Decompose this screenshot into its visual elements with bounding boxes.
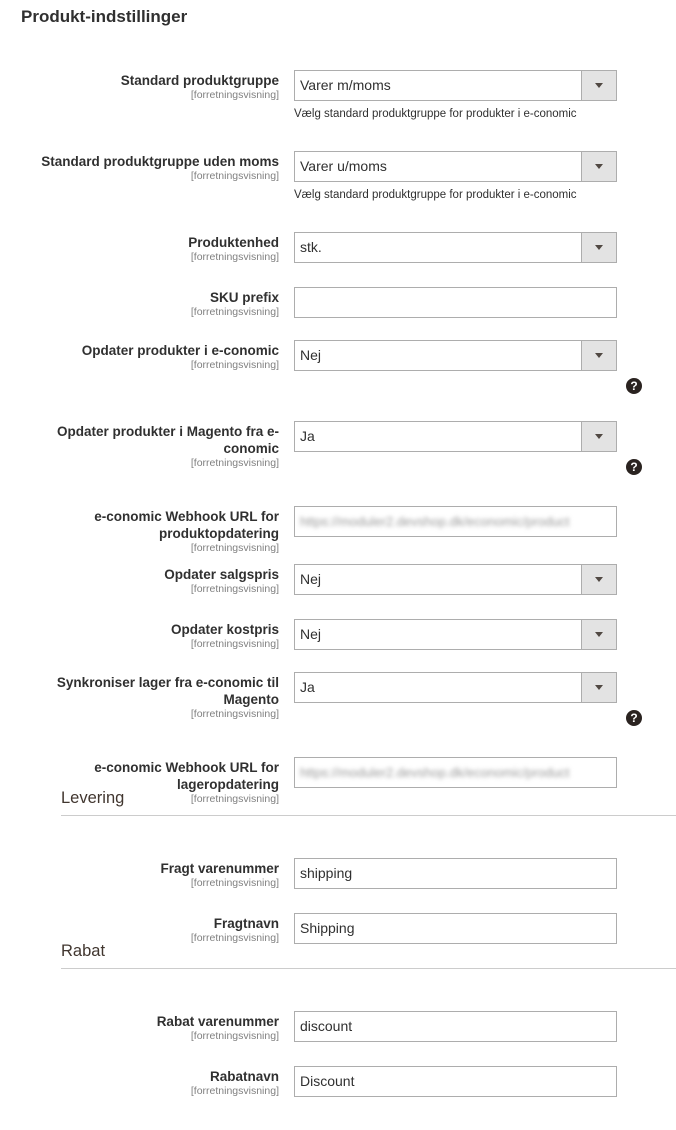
select-opdater-produkter-i-magento-fra-e-conomic[interactable] (294, 421, 617, 452)
scope-label: [forretningsvisning] (190, 877, 279, 889)
select-standard-produktgruppe-uden-moms[interactable] (294, 151, 617, 182)
field-label-text: Rabat varenummer (156, 1014, 279, 1029)
field-label (9, 674, 279, 721)
chevron-down-icon[interactable] (581, 673, 616, 702)
field-label-text: Fragtnavn (213, 916, 279, 931)
field-label (9, 860, 279, 890)
scope-label: [forretningsvisning] (190, 170, 279, 182)
field-label (9, 1068, 279, 1098)
field-value: stk. (300, 239, 322, 255)
scope-label: [forretningsvisning] (190, 1085, 279, 1097)
chevron-down-icon[interactable] (581, 341, 616, 370)
field-value: Ja (300, 679, 315, 695)
field-label-text: Produktenhed (188, 235, 279, 250)
field-value: discount (300, 1018, 353, 1034)
field-label-text: e-conomic Webhook URL for lageropdatering (94, 760, 279, 792)
help-icon[interactable]: ? (626, 378, 642, 394)
field-value: Nej (300, 626, 322, 642)
scope-label: [forretningsvisning] (190, 89, 279, 101)
field-label-text: e-conomic Webhook URL for produktopdatering (94, 509, 279, 541)
section-title: Levering (61, 789, 125, 807)
input-sku-prefix[interactable] (294, 287, 617, 318)
select-synkroniser-lager-fra-e-conomic-til-magento[interactable] (294, 672, 617, 703)
field-label-text: Synkroniser lager fra e-conomic til Magento (56, 675, 279, 707)
help-icon[interactable]: ? (626, 710, 642, 726)
select-produktenhed[interactable] (294, 232, 617, 263)
scope-label: [forretningsvisning] (190, 542, 279, 554)
field-value: Discount (300, 1073, 355, 1089)
field-value: Ja (300, 428, 315, 444)
field-value: Shipping (300, 920, 355, 936)
field-value: shipping (300, 865, 353, 881)
field-label-text: Opdater kostpris (170, 622, 279, 637)
field-label-text: Fragt varenummer (160, 861, 279, 876)
field-label (9, 72, 279, 102)
scope-label: [forretningsvisning] (190, 359, 279, 371)
field-value: https://moduler2.devshop.dk/economic/product (300, 765, 570, 780)
field-value: https://moduler2.devshop.dk/economic/product (300, 514, 570, 529)
input-fragt-varenummer[interactable] (294, 858, 617, 889)
chevron-down-icon[interactable] (581, 565, 616, 594)
field-label-text: Opdater produkter i e-conomic (81, 343, 279, 358)
select-opdater-kostpris[interactable] (294, 619, 617, 650)
field-value: Varer u/moms (300, 158, 387, 174)
scope-label: [forretningsvisning] (190, 793, 279, 805)
field-note: Vælg standard produktgruppe for produkter i e-conomic (294, 189, 577, 201)
help-icon[interactable]: ? (626, 459, 642, 475)
scope-label: [forretningsvisning] (190, 932, 279, 944)
field-value: Nej (300, 347, 322, 363)
input-fragtnavn[interactable] (294, 913, 617, 944)
input-e-conomic-webhook-url-for-produktopdatering (294, 506, 617, 537)
field-label (9, 289, 279, 319)
select-standard-produktgruppe[interactable] (294, 70, 617, 101)
field-value: Varer m/moms (300, 77, 391, 93)
field-label-text: Opdater salgspris (164, 567, 279, 582)
select-opdater-salgspris[interactable] (294, 564, 617, 595)
chevron-down-icon[interactable] (581, 71, 616, 100)
field-label (9, 1013, 279, 1043)
field-label-text: SKU prefix (209, 290, 279, 305)
scope-label: [forretningsvisning] (190, 306, 279, 318)
field-label-text: Standard produktgruppe uden moms (41, 154, 279, 169)
field-label (9, 566, 279, 596)
field-label-text: Opdater produkter i Magento fra e-conomic (56, 424, 279, 456)
section-levering (61, 789, 676, 816)
scope-label: [forretningsvisning] (190, 708, 279, 720)
field-label (9, 423, 279, 470)
chevron-down-icon[interactable] (581, 233, 616, 262)
scope-label: [forretningsvisning] (190, 583, 279, 595)
scope-label: [forretningsvisning] (190, 251, 279, 263)
chevron-down-icon[interactable] (581, 620, 616, 649)
field-label-text: Rabatnavn (209, 1069, 279, 1084)
field-label-text: Standard produktgruppe (120, 73, 279, 88)
field-label (9, 508, 279, 555)
field-label (9, 621, 279, 651)
field-note: Vælg standard produktgruppe for produkter i e-conomic (294, 108, 577, 120)
chevron-down-icon[interactable] (581, 152, 616, 181)
field-label (9, 234, 279, 264)
chevron-down-icon[interactable] (581, 422, 616, 451)
scope-label: [forretningsvisning] (190, 457, 279, 469)
input-e-conomic-webhook-url-for-lageropdatering (294, 757, 617, 788)
scope-label: [forretningsvisning] (190, 638, 279, 650)
field-label (9, 915, 279, 945)
input-rabat-varenummer[interactable] (294, 1011, 617, 1042)
scope-label: [forretningsvisning] (190, 1030, 279, 1042)
section-rabat (61, 942, 676, 969)
select-opdater-produkter-i-e-conomic[interactable] (294, 340, 617, 371)
page-title: Produkt-indstillinger (21, 7, 188, 26)
section-title: Rabat (61, 942, 106, 960)
field-label (9, 342, 279, 372)
field-label (9, 153, 279, 183)
field-value: Nej (300, 571, 322, 587)
input-rabatnavn[interactable] (294, 1066, 617, 1097)
